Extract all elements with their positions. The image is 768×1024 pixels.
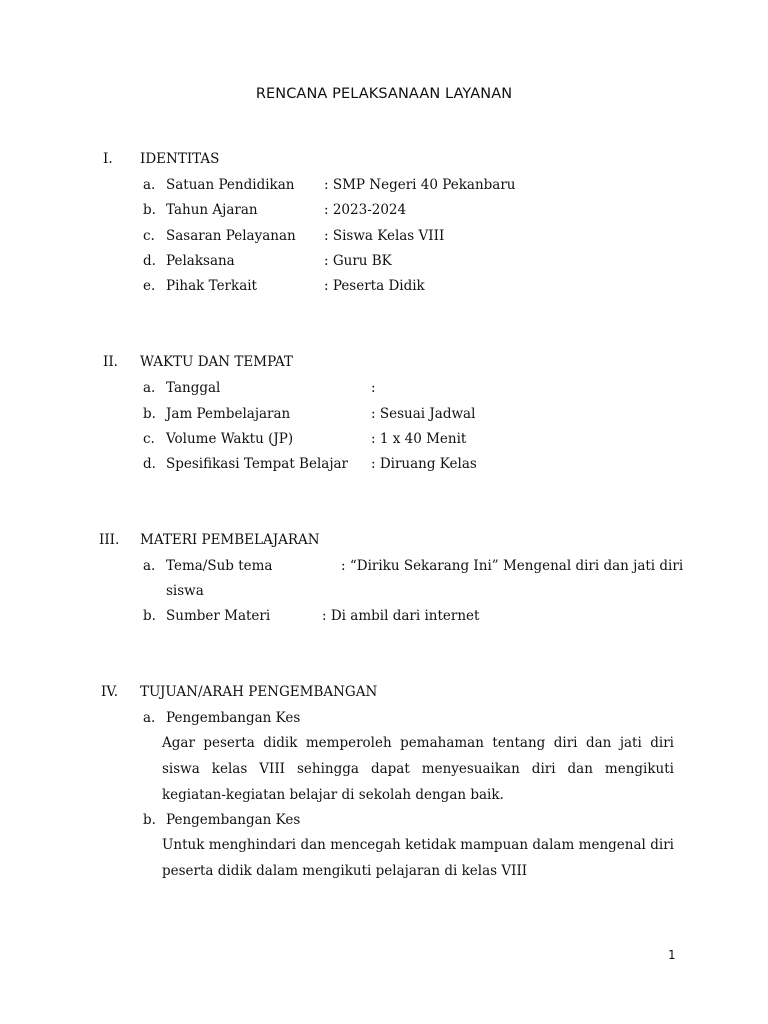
document-title: RENCANA PELAKSANAAN LAYANAN bbox=[255, 86, 513, 102]
item-key: Pengembangan Kes bbox=[166, 812, 301, 828]
section-number: IV. bbox=[101, 684, 119, 700]
item-value: : Peserta Didik bbox=[324, 278, 425, 294]
item-label: a. bbox=[143, 710, 156, 726]
section-title-materi: MATERI PEMBELAJARAN bbox=[140, 532, 320, 548]
item-label: e. bbox=[143, 278, 156, 294]
item-key: Tanggal bbox=[166, 380, 221, 396]
item-label: d. bbox=[143, 456, 156, 472]
item-label: c. bbox=[143, 228, 155, 244]
item-value: : Guru BK bbox=[324, 253, 392, 269]
item-label: b. bbox=[143, 608, 156, 624]
item-label: a. bbox=[143, 380, 156, 396]
item-key: Pihak Terkait bbox=[166, 278, 257, 294]
section-number: I. bbox=[103, 151, 113, 167]
item-key: Sasaran Pelayanan bbox=[166, 228, 296, 244]
item-key: Satuan Pendidikan bbox=[166, 177, 295, 193]
item-label: c. bbox=[143, 431, 155, 447]
item-paragraph: Untuk menghindari dan mencegah ketidak mampuan dalam mengenal diri peserta didik dalam mengikuti pelajaran di kelas VIII bbox=[162, 837, 674, 879]
item-value: : Siswa Kelas VIII bbox=[324, 228, 445, 244]
section-number: II. bbox=[103, 354, 118, 370]
item-key: Tema/Sub tema bbox=[166, 558, 273, 574]
item-value: : Sesuai Jadwal bbox=[371, 406, 476, 422]
item-label: d. bbox=[143, 253, 156, 269]
item-key: Pengembangan Kes bbox=[166, 710, 301, 726]
item-key: Pelaksana bbox=[166, 253, 235, 269]
section-title-identitas: IDENTITAS bbox=[140, 151, 220, 167]
section-title-tujuan: TUJUAN/ARAH PENGEMBANGAN bbox=[140, 684, 378, 700]
item-key: Tahun Ajaran bbox=[166, 202, 258, 218]
page-number: 1 bbox=[668, 948, 676, 962]
item-key: Volume Waktu (JP) bbox=[166, 431, 294, 447]
item-value: : Diruang Kelas bbox=[371, 456, 477, 472]
item-key: Sumber Materi bbox=[166, 608, 271, 624]
item-value: : “Diriku Sekarang Ini” Mengenal diri dan jati diri bbox=[341, 558, 684, 574]
item-value: : 1 x 40 Menit bbox=[371, 431, 467, 447]
item-value: : bbox=[371, 380, 376, 396]
item-label: a. bbox=[143, 558, 156, 574]
item-value: : SMP Negeri 40 Pekanbaru bbox=[324, 177, 516, 193]
section-number: III. bbox=[99, 532, 120, 548]
section-title-waktu: WAKTU DAN TEMPAT bbox=[140, 354, 293, 370]
item-value: : Di ambil dari internet bbox=[322, 608, 480, 624]
item-value-continuation: siswa bbox=[166, 583, 204, 599]
item-value: : 2023-2024 bbox=[324, 202, 407, 218]
item-label: b. bbox=[143, 406, 156, 422]
item-key: Jam Pembelajaran bbox=[166, 406, 291, 422]
item-label: a. bbox=[143, 177, 156, 193]
item-label: b. bbox=[143, 202, 156, 218]
item-label: b. bbox=[143, 812, 156, 828]
item-key: Spesifikasi Tempat Belajar bbox=[166, 456, 349, 472]
item-paragraph: Agar peserta didik memperoleh pemahaman tentang diri dan jati diri siswa kelas VIII sehingga dapat menyesuaikan diri dan mengikuti kegiatan-kegiatan belajar di sekolah dengan baik. bbox=[162, 735, 674, 803]
